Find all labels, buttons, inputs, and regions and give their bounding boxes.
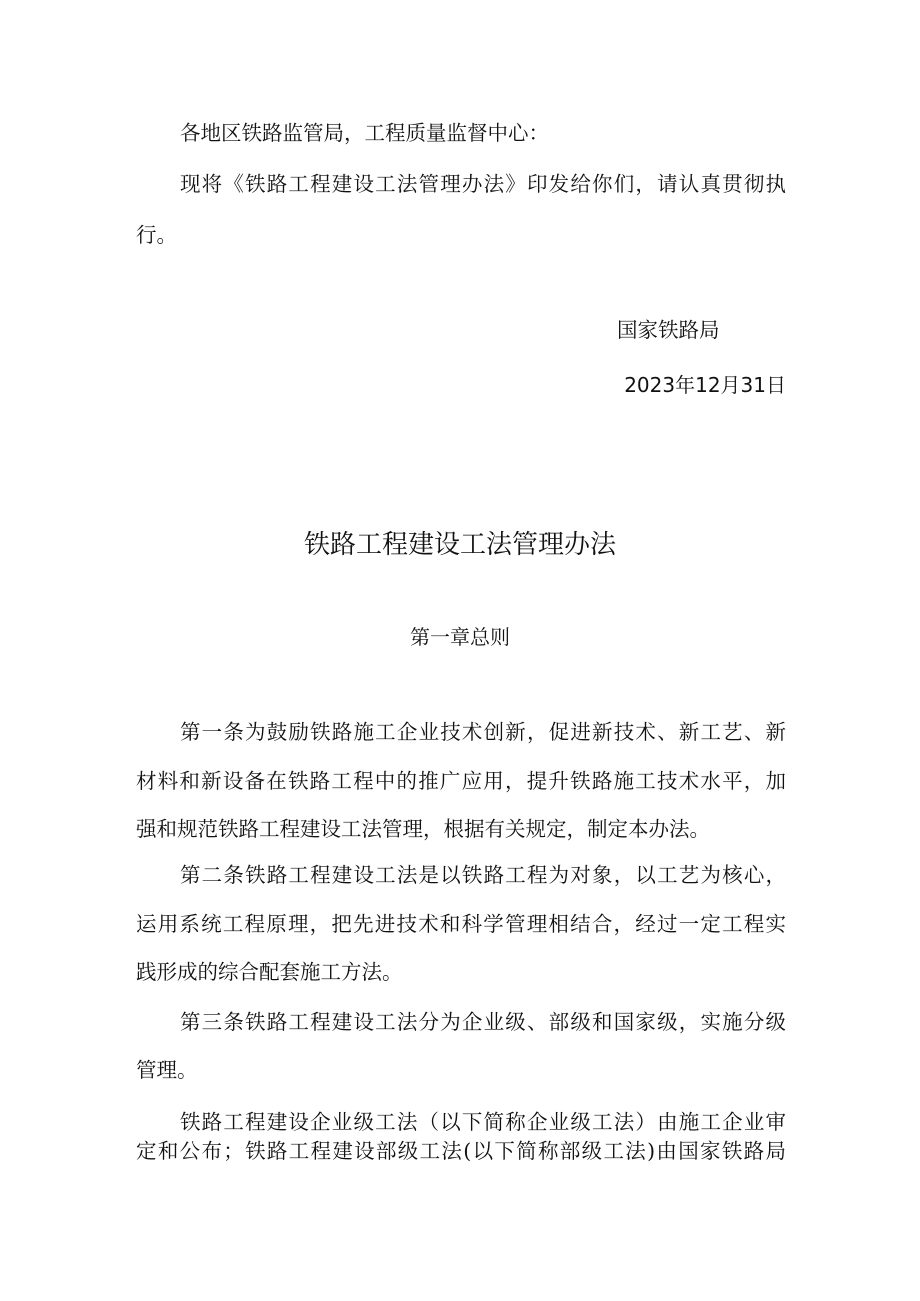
article-1-line-2: 材料和新设备在铁路工程中的推广应用，提升铁路施工技术水平，加 (136, 769, 786, 793)
notice-body-line-1: 现将《铁路工程建设工法管理办法》印发给你们，请认真贯彻执 (180, 172, 786, 196)
article-2-line-1: 第二条铁路工程建设工法是以铁路工程为对象，以工艺为核心， (180, 863, 786, 887)
salutation: 各地区铁路监管局，工程质量监督中心： (180, 121, 549, 145)
notice-body-line-2: 行。 (136, 223, 177, 247)
article-3-line-1: 第三条铁路工程建设工法分为企业级、部级和国家级，实施分级 (180, 1010, 786, 1034)
issuer-name: 国家铁路局 (617, 318, 720, 342)
article-2-line-3: 践形成的综合配套施工方法。 (136, 960, 403, 984)
issue-date: 2023年12月31日 (624, 373, 786, 397)
article-3-line-2: 管理。 (136, 1058, 198, 1082)
article-1-line-3: 强和规范铁路工程建设工法管理，根据有关规定，制定本办法。 (136, 817, 710, 841)
paragraph-4-line-2: 定和公布；铁路工程建设部级工法(以下简称部级工法)由国家铁路局 (136, 1139, 786, 1163)
article-2-line-2: 运用系统工程原理，把先进技术和科学管理相结合，经过一定工程实 (136, 912, 786, 936)
chapter-heading: 第一章总则 (410, 625, 510, 649)
article-1-line-1: 第一条为鼓励铁路施工企业技术创新，促进新技术、新工艺、新 (180, 720, 786, 744)
document-title: 铁路工程建设工法管理办法 (303, 530, 616, 560)
paragraph-4-line-1: 铁路工程建设企业级工法（以下简称企业级工法）由施工企业审 (180, 1110, 786, 1134)
